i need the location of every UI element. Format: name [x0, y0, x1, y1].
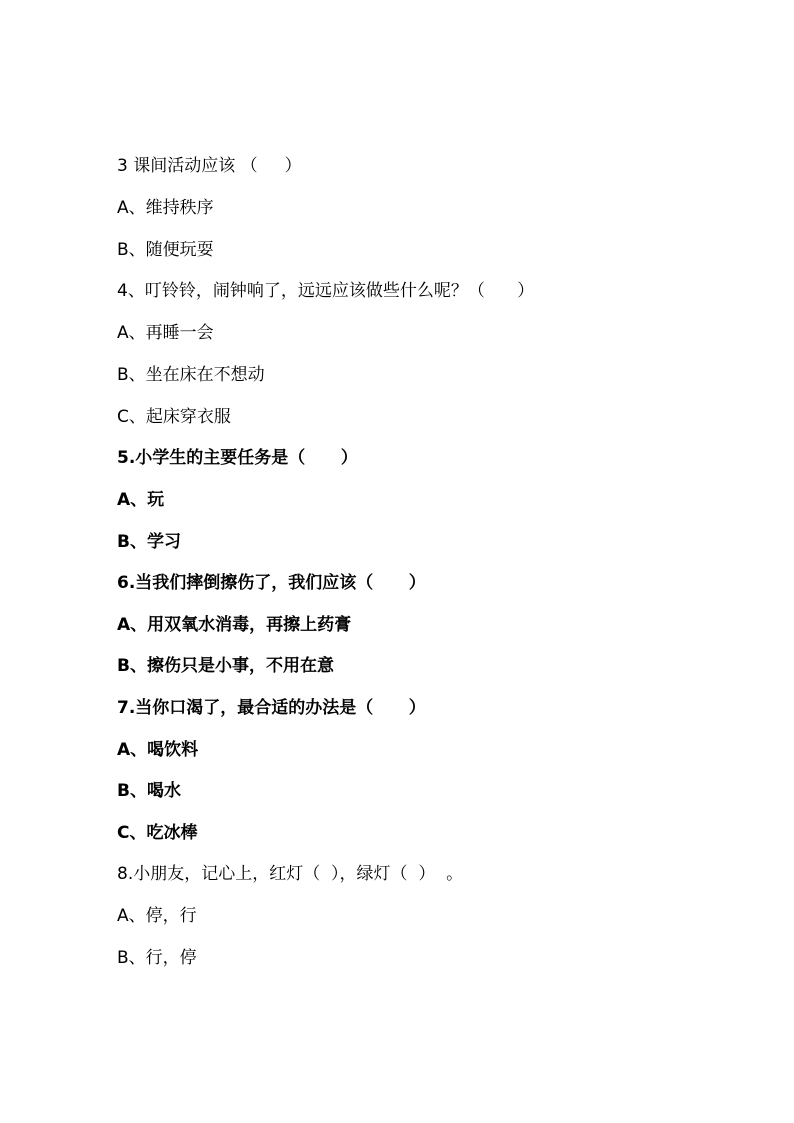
question-7-option-c: C、吃冰棒	[117, 823, 198, 843]
question-7-stem: 7.当你口渴了，最合适的办法是（ ）	[117, 698, 426, 718]
question-5-option-a: A、玩	[117, 490, 165, 510]
question-8-stem: 8.小朋友，记心上，红灯（ ），绿灯（ ） 。	[117, 864, 464, 884]
question-4-option-c: C、起床穿衣服	[117, 407, 231, 427]
question-6-stem: 6.当我们摔倒擦伤了，我们应该（ ）	[117, 573, 426, 593]
question-5-stem: 5.小学生的主要任务是（ ）	[117, 448, 358, 468]
question-3-option-a: A、维持秩序	[117, 198, 214, 218]
question-8-option-b: B、行，停	[117, 948, 197, 968]
question-6-option-a: A、用双氧水消毒，再擦上药膏	[117, 615, 352, 635]
question-3-stem: 3 课间活动应该 （ ）	[117, 156, 302, 176]
question-8-option-a: A、停，行	[117, 906, 197, 926]
question-6-option-b: B、擦伤只是小事，不用在意	[117, 656, 334, 676]
question-4-option-b: B、坐在床在不想动	[117, 365, 265, 385]
question-3-option-b: B、随便玩耍	[117, 240, 214, 260]
question-4-stem: 4、叮铃铃，闹钟响了，远远应该做些什么呢？（ ）	[117, 281, 535, 301]
question-4-option-a: A、再睡一会	[117, 323, 214, 343]
question-5-option-b: B、学习	[117, 532, 181, 552]
question-7-option-a: A、喝饮料	[117, 740, 199, 760]
question-7-option-b: B、喝水	[117, 781, 181, 801]
